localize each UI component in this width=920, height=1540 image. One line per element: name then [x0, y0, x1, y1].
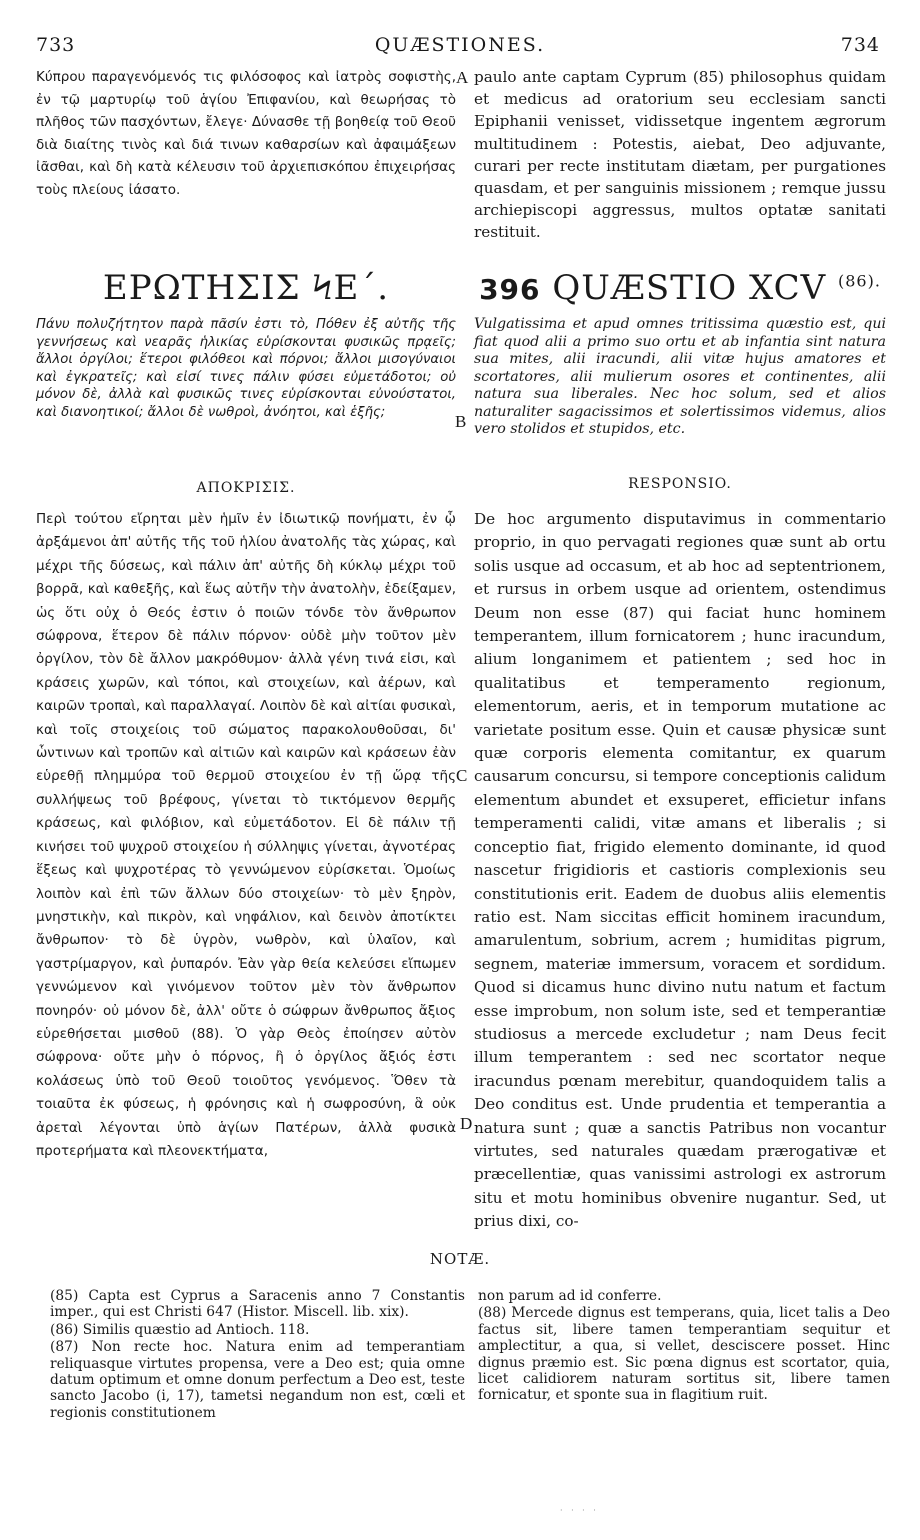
greek-top-paragraph-block	[36, 66, 456, 201]
scan-speck: · · · ·	[560, 1506, 599, 1515]
margin-letter-c: C	[456, 766, 468, 785]
note-85: (85) Capta est Cyprus a Saracenis anno 7 Constantis imper., qui est Christi 647 (Histor. Miscell. lib. xix).	[50, 1288, 465, 1321]
notes-title: NOTÆ.	[429, 1250, 491, 1268]
note-86: (86) Similis quæstio ad Antioch. 118.	[50, 1321, 310, 1338]
latin-top-paragraph-block	[474, 66, 886, 244]
right-page-number: 734	[840, 34, 880, 56]
latin-title-block	[474, 268, 886, 308]
greek-title-block	[36, 268, 456, 308]
latin-response-head: RESPONSIO.	[628, 476, 732, 492]
left-page-number: 733	[36, 34, 76, 56]
greek-response-head: ΑΠΟΚΡΙΣΙΣ.	[196, 480, 296, 496]
latin-response-block	[474, 508, 886, 1234]
latin-question-title: QUÆSTIO XCV	[552, 268, 827, 308]
greek-response-head-block	[36, 480, 456, 496]
greek-top-paragraph: Κύπρου παραγενόμενός τις φιλόσοφος καὶ ἰατρὸς σοφιστὴς, ἐν τῷ μαρτυρίῳ τοῦ ἁγίου Ἐπιφανίου, καὶ θεωρήσας τὸ πλῆθος τῶν πασχόντων, ἔλεγε· Δύνασθε τῇ βοηθείᾳ τοῦ Θεοῦ διὰ διαίτης τινὸς καὶ διά τινων καθαρσίων καὶ ἀφαιμάξεων ἰᾶσθαι, καὶ δὴ κατὰ κέλευσιν τοῦ ἀρχιεπισκόπου ἐπιχειρήσας τοὺς πλείους ἰάσατο.	[36, 69, 456, 198]
margin-letter-b: B	[455, 412, 467, 431]
latin-question-text: Vulgatissima et apud omnes tritissima quæstio est, qui fiat quod alii a primo suo ortu et ab infantia sint natura sua mites, alii iracundi, alii vitæ hujus amatores et scortatores, alii mulierum osores et continentes, alii natura sua liberales. Nec hoc solum, sed et alios naturaliter sagacissimos et solertissimos videmus, alios vero stolidos et stupidos, etc.	[474, 316, 886, 437]
note-87: (87) Non recte hoc. Natura enim ad temperantiam reliquasque virtutes propensa, vere a Deo est; quia omne datum optimum et omne donum perfectum a Deo est, teste sancto Jacobo (i, 17), tametsi negandum non est, cœli et regionis constitutionem	[50, 1339, 465, 1421]
margin-letter-a: A	[456, 68, 469, 87]
latin-response-head-block	[474, 476, 886, 492]
greek-question-text: Πάνυ πολυζήτητον παρὰ πᾶσίν ἐστι τὸ, Πόθεν ἐξ αὐτῆς τῆς γεννήσεως καὶ νεαρᾶς ἡλικίας εὑρίσκονται φυσικῶς πρᾳεῖς; ἄλλοι ὀργίλοι; ἕτεροι φιλόθεοι καὶ πόρνοι; ἄλλοι μισογύναιοι καὶ ἐγκρατεῖς; καὶ εἰσί τινες πάλιν φύσει εὐμετάδοτοι; οὐ μόνον δὲ, ἀλλὰ καὶ φυσικῶς τινες εὑρίσκονται εὐνούστατοι, καὶ διανοητικοί; ἄλλοι δὲ νωθροὶ, ἀνόητοι, καὶ ἑξῆς;	[36, 317, 456, 420]
running-title: QUÆSTIONES.	[374, 34, 546, 56]
notes-left-column	[50, 1288, 465, 1422]
note-87-continued: non parum ad id conferre.	[478, 1288, 662, 1304]
notes-right-column	[478, 1288, 890, 1405]
greek-response-block	[36, 508, 456, 1163]
greek-response-text: Περὶ τούτου εἴρηται μὲν ἡμῖν ἐν ἰδιωτικῷ πονήματι, ἐν ᾧ ἀρξάμενοι ἀπ' αὐτῆς τῆς τοῦ ἡλίου ἀνατολῆς τὰς χώρας, καὶ μέχρι τῆς δύσεως, καὶ πάλιν ἀπ' αὐτῆς δὴ κύκλῳ μέχρι τοῦ βορρᾶ, καὶ καθεξῆς, καὶ ἕως αὐτῆν τὴν ἀνατολὴν, ἐδείξαμεν, ὡς ὅτι οὐχ ὁ Θεός ἐστιν ὁ ποιῶν τόνδε τὸν ἄνθρωπον σώφρονα, ἕτερον δὲ πάλιν πόρνον· οὐδὲ μὴν τοῦτον μὲν ὀργίλον, τὸν δὲ ἄλλον μακρόθυμον· ἀλλὰ γένη τινά εἰσι, καὶ κράσεις χωρῶν, καὶ τόποι, καὶ στοιχείων, καὶ ἀέρων, καὶ καιρῶν τροπαὶ, καὶ παραλλαγαί. Λοιπὸν δὲ καὶ αἰτίαι φυσικαὶ, καὶ τοῖς στοιχείοις τοῦ σώματος παρακολουθοῦσαι, δι' ὧντινων καὶ τροπῶν καὶ αἰτιῶν καὶ καιρῶν καὶ κράσεων ἐὰν εὑρεθῇ πλημμύρα τοῦ θερμοῦ στοιχείου ἐν τῇ ὥρᾳ τῆς συλλήψεως τοῦ βρέφους, γίνεται τὸ τικτόμενον θερμῆς κράσεως, καὶ φιλόβιον, καὶ εὐμετάδοτον. Εἰ δὲ πάλιν τῇ κινήσει τοῦ ψυχροῦ στοιχείου ἡ σύλληψις γίνεται, ἀγνοτέρας ἕξεως καὶ ψυχροτέρας τὸ γεννώμενον εὑρίσκεται. Ὁμοίως λοιπὸν καὶ ἐπὶ τῶν ἄλλων δύο στοιχείων· τὸ μὲν ξηρὸν, μνηστικὴν, καὶ πικρὸν, καὶ νηφάλιον, καὶ δεινὸν ἀποτίκτει ἄνθρωπον· τὸ δὲ ὑγρὸν, νωθρὸν, καὶ ὑλαῖον, καὶ γαστρίμαργον, καὶ ῥυπαρόν. Ἐὰν γὰρ θεία κελεύσει εἴπωμεν γεννώμενον καὶ γινόμενον τοῦτον μὲν τὸν ἄνθρωπον πονηρόν· οὐ μόνον δὲ, ἀλλ' οὔτε ὁ σώφρων ἄνθρωπος ἄξιος εὑρεθήσεται μισθοῦ (88). Ὁ γὰρ Θεὸς ἐποίησεν αὐτὸν σώφρονα· οὔτε μὴν ὁ πόρνος, ἢ ὁ ὀργίλος ἄξιός ἐστι κολάσεως ὑπὸ τοῦ Θεοῦ τοιοῦτος γενόμενος. Ὅθεν τὰ τοιαῦτα ἐκ φύσεως, ἡ φρόνησις καὶ ἡ σωφροσύνη, ἃ οὐκ ἀρεταὶ λέγονται ὑπὸ ἁγίων Πατέρων, ἀλλὰ φυσικὰ προτερήματα καὶ πλεονεκτήματα,	[36, 511, 456, 1159]
latin-question-block	[474, 316, 886, 439]
note-88: (88) Mercede dignus est temperans, quia, licet talis a Deo factus sit, libere tamen temperantiam sequitur et amplectitur, a qua, si vellet, desciscere posset. Hinc dignus præmio est. Sic pœna dignus est scortator, quia, licet calidiorem naturam sortitus sit, libere tamen fornicatur, et sponte sua in flagitium ruit.	[478, 1305, 890, 1404]
latin-title-note: (86).	[837, 271, 881, 291]
greek-question-block	[36, 316, 456, 421]
greek-question-title: ΕΡΩΤΗΣΙΣ ϞΕ΄.	[102, 268, 390, 308]
latin-title-number: 396	[479, 273, 541, 306]
latin-response-text: De hoc argumento disputavimus in commentario proprio, in quo pervagati regiones quæ sunt ab ortu solis usque ad occasum, et ab hoc ad septentrionem, et rursus in orbem usque ad orientem, ostendimus Deum non esse (87) qui faciat hunc hominem temperantem, illum fornicatorem ; hunc iracundum, alium longanimem et patientem ; sed hoc in qualitatibus et temperamento regionum, elementorum, aeris, et in temporum mutatione ac varietate positum esse. Quin et causæ physicæ sunt quæ corporis elementa comitantur, ex quarum causarum concursu, si tempore conceptionis calidum elementum abundet et exsuperet, efficietur infans temperamenti calidi, vitæ amans et liberalis ; si conceptio fiat, frigido elemento dominante, id quod nascetur frigidioris et castioris complexionis seu constitutionis erit. Eadem de duobus aliis elementis ratio est. Nam siccitas efficit hominem iracundum, amarulentum, sobrium, acrem ; humiditas pigrum, segnem, materiæ immersum, voracem et sordidum. Quod si dicamus hunc divino nutu natum et factum esse improbum, non solum iste, sed et temperantiæ studiosus a mercede excludetur ; nam Deus fecit illum temperantem : sed nec scortator neque iracundus pœnam merebitur, quandoquidem talis a Deo conditus est. Unde prudentia et temperantia a natura sunt ; quæ a sanctis Patribus non vocantur virtutes, sed naturales quædam prærogativæ et præcellentiæ, quas vanissimi astrologi ex astrorum situ et motu hominibus obvenire nugantur. Sed, ut prius dixi, co-	[474, 510, 886, 1231]
margin-letter-d: D	[460, 1114, 473, 1133]
latin-top-paragraph: paulo ante captam Cyprum (85) philosophus quidam et medicus ad oratorium seu ecclesiam sancti Epiphanii venisset, vidissetque ingentem ægrorum multitudinem : Potestis, aiebat, Deo adjuvante, curari per recte institutam diætam, per purgationes quasdam, et per sanguinis missionem ; remque jussu archiepiscopi aggressus, multos optatæ sanitati restituit.	[474, 68, 886, 242]
